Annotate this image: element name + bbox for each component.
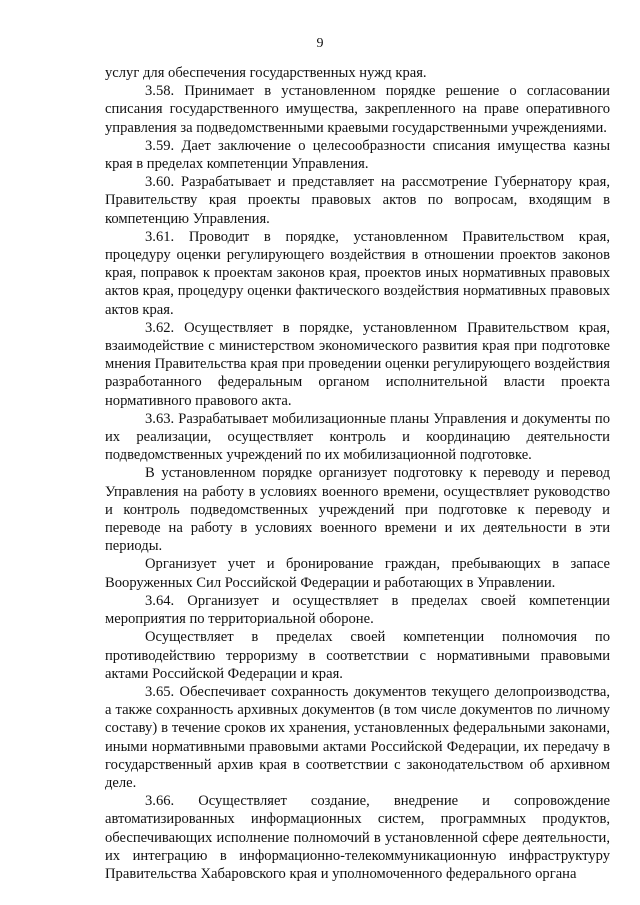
page-number: 9: [316, 36, 324, 51]
paragraph-3-59: 3.59. Дает заключение о целесообразности списания имущества казны края в пределах компетенции Управления.: [105, 137, 610, 173]
paragraph-3-58: 3.58. Принимает в установленном порядке решение о согласовании списания государственного имущества, закрепленного на праве оперативного управления за подведомственными краевыми государственными учреждениями.: [105, 83, 610, 136]
paragraph-3-62: 3.62. Осуществляет в порядке, установленном Правительством края, взаимодействие с министерством экономического развития края при подготовке мнения Правительства края при проведении оценки регулирующего воздействия разработанного федеральным органом исполнительной власти проекта нормативного правового акта.: [105, 319, 610, 409]
paragraph-3-66: 3.66. Осуществляет создание, внедрение и сопровождение автоматизированных информационных систем, программных продуктов, обеспечивающих исполнение полномочий в установленной сфере деятельности, их интеграцию в информационно-телекоммуникационную инфраструктуру Правительства Хабаровского края и уполномоченного федерального органа: [105, 793, 610, 882]
paragraph-continuation: услуг для обеспечения государственных нужд края.: [105, 65, 427, 81]
paragraph-3-63: 3.63. Разрабатывает мобилизационные планы Управления и документы по их реализации, осуществляет контроль и координацию деятельности подведомственных учреждений по их мобилизационной подготовке.: [105, 410, 610, 464]
paragraph-3-63-reserve: Организует учет и бронирование граждан, пребывающих в запасе Вооруженных Сил Российской Федерации и работающих в Управлении.: [105, 556, 610, 591]
paragraph-3-63-transfer: В установленном порядке организует подготовку к переводу и перевод Управления на работу в условиях военного времени, осуществляет руководство и контроль подведомственных учреждений при подготовке к переводу и переводе на работу в условиях военного времени и их деятельности в эти периоды.: [105, 465, 610, 555]
paragraph-3-60: 3.60. Разрабатывает и представляет на рассмотрение Губернатору края, Правительству края проекты правовых актов по вопросам, входящим в компетенцию Управления.: [105, 174, 610, 227]
paragraph-3-64-terrorism: Осуществляет в пределах своей компетенции полномочия по противодействию терроризму в соответствии с нормативными правовыми актами Российской Федерации и края.: [105, 629, 610, 682]
paragraph-3-64: 3.64. Организует и осуществляет в пределах своей компетенции мероприятия по территориальной обороне.: [105, 592, 610, 628]
paragraph-3-65: 3.65. Обеспечивает сохранность документов текущего делопроизводства, а также сохранность архивных документов (в том числе документов по личному составу) в течение сроков их хранения, установленных федеральными законами, иными нормативными правовыми актами Российской Федерации, их передачу в государственный архив края в соответствии с законодательством об архивном деле.: [105, 683, 610, 791]
document-body: [105, 64, 610, 883]
paragraph-3-61: 3.61. Проводит в порядке, установленном Правительством края, процедуру оценки регулирующего воздействия в отношении проектов законов края, поправок к проектам законов края, проектов иных нормативных правовых актов края, процедуру оценки фактического воздействия нормативных правовых актов края.: [105, 228, 610, 318]
